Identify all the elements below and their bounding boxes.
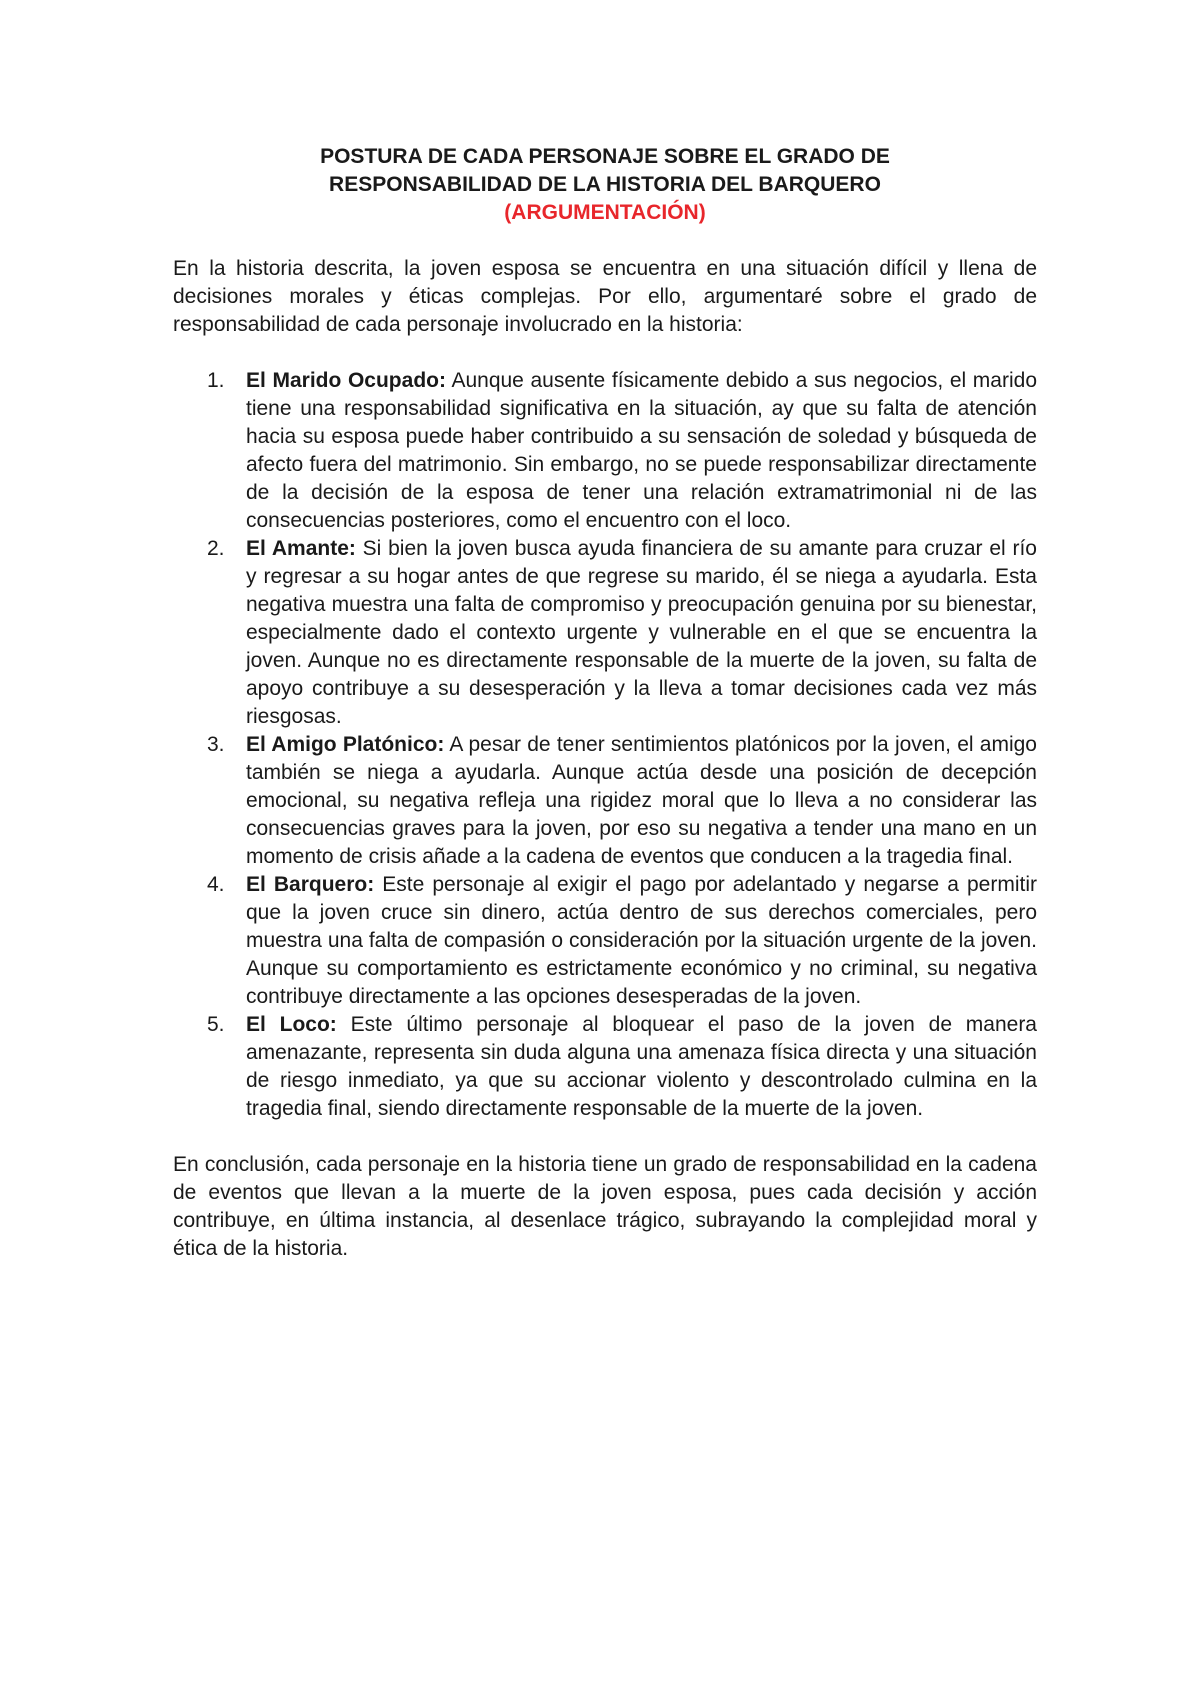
document-title bbox=[173, 143, 1037, 227]
character-name: El Loco: bbox=[246, 1013, 337, 1036]
document-page bbox=[173, 143, 1037, 1263]
character-description: Este último personaje al bloquear el paso de la joven de manera amenazante, representa sin duda alguna una amenaza física directa y una situación de riesgo inmediato, ya que su accionar violento y descontrolado culmina en la tragedia final, siendo directamente responsable de la muerte de la joven. bbox=[246, 1013, 1037, 1120]
character-list bbox=[173, 367, 1037, 1123]
character-name: El Barquero: bbox=[246, 873, 375, 896]
character-description: Este personaje al exigir el pago por adelantado y negarse a permitir que la joven cruce sin dinero, actúa dentro de sus derechos comerciales, pero muestra una falta de compasión o consideración por la situación urgente de la joven. Aunque su comportamiento es estrictamente económico y no criminal, su negativa contribuye directamente a las opciones desesperadas de la joven. bbox=[246, 873, 1037, 1008]
title-line-2: RESPONSABILIDAD DE LA HISTORIA DEL BARQUERO bbox=[329, 173, 881, 196]
title-line-3: (ARGUMENTACIÓN) bbox=[504, 201, 706, 224]
list-item-number: 5. bbox=[207, 1013, 225, 1036]
list-item-number: 4. bbox=[207, 873, 225, 896]
list-item-number: 1. bbox=[207, 369, 225, 392]
character-name: El Amigo Platónico: bbox=[246, 733, 445, 756]
character-name: El Amante: bbox=[246, 537, 356, 560]
list-item bbox=[173, 871, 1037, 1011]
character-description: Aunque ausente físicamente debido a sus negocios, el marido tiene una responsabilidad significativa en la situación, ay que su falta de atención hacia su esposa puede haber contribuido a su sensación de soledad y búsqueda de afecto fuera del matrimonio. Sin embargo, no se puede responsabilizar directamente de la decisión de la esposa de tener una relación extramatrimonial ni de las consecuencias posteriores, como el encuentro con el loco. bbox=[246, 369, 1037, 532]
list-item-number: 2. bbox=[207, 537, 225, 560]
list-item bbox=[173, 731, 1037, 871]
intro-paragraph: En la historia descrita, la joven esposa se encuentra en una situación difícil y llena de decisiones morales y éticas complejas. Por ello, argumentaré sobre el grado de responsabilidad de cada personaje involucrado en la historia: bbox=[173, 257, 1037, 336]
character-description: Si bien la joven busca ayuda financiera de su amante para cruzar el río y regresar a su hogar antes de que regrese su marido, él se niega a ayudarla. Esta negativa muestra una falta de compromiso y preocupación genuina por su bienestar, especialmente dado el contexto urgente y vulnerable en el que se encuentra la joven. Aunque no es directamente responsable de la muerte de la joven, su falta de apoyo contribuye a su desesperación y la lleva a tomar decisiones cada vez más riesgosas. bbox=[246, 537, 1037, 728]
list-item bbox=[173, 1011, 1037, 1123]
list-item bbox=[173, 367, 1037, 535]
character-name: El Marido Ocupado: bbox=[246, 369, 446, 392]
list-item-number: 3. bbox=[207, 733, 225, 756]
list-item bbox=[173, 535, 1037, 731]
conclusion-paragraph: En conclusión, cada personaje en la historia tiene un grado de responsabilidad en la cadena de eventos que llevan a la muerte de la joven esposa, pues cada decisión y acción contribuye, en última instancia, al desenlace trágico, subrayando la complejidad moral y ética de la historia. bbox=[173, 1153, 1037, 1260]
character-description: A pesar de tener sentimientos platónicos por la joven, el amigo también se niega a ayudarla. Aunque actúa desde una posición de decepción emocional, su negativa refleja una rigidez moral que lo lleva a no considerar las consecuencias graves para la joven, por eso su negativa a tender una mano en un momento de crisis añade a la cadena de eventos que conducen a la tragedia final. bbox=[246, 733, 1037, 868]
title-line-1: POSTURA DE CADA PERSONAJE SOBRE EL GRADO DE bbox=[320, 145, 890, 168]
